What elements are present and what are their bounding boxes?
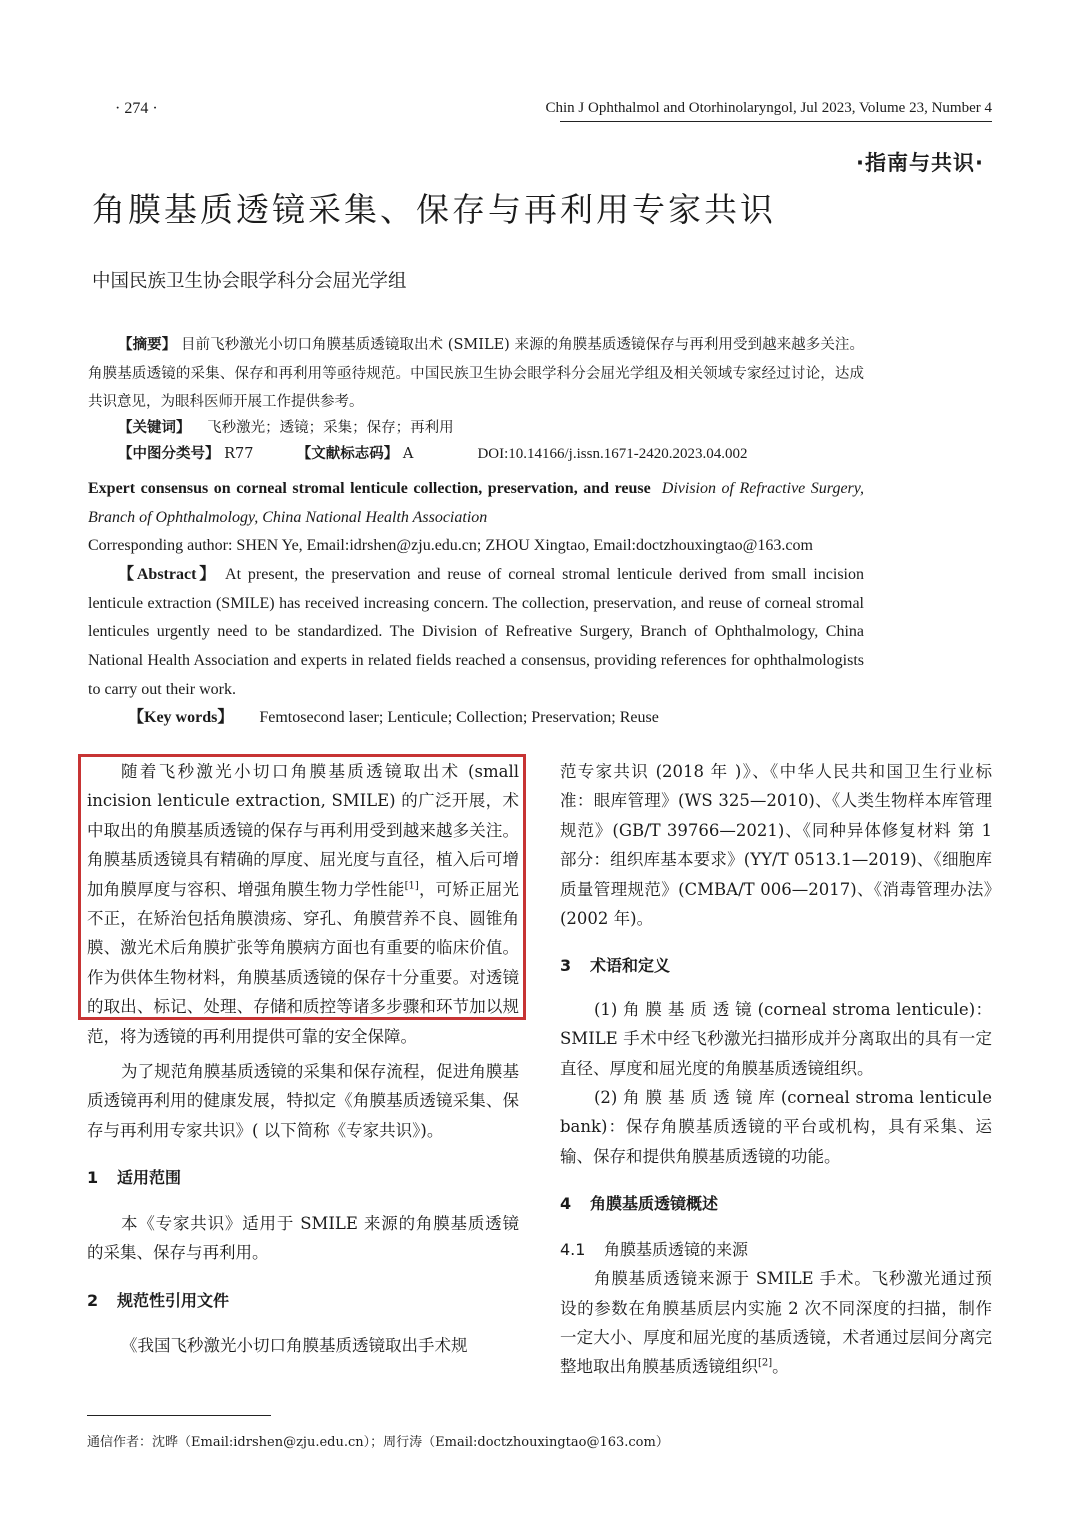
en-keywords-label: 【Key words】 [128,709,234,726]
cn-abstract-text: 目前飞秒激光小切口角膜基质透镜取出术 (SMILE) 来源的角膜基质透镜保存与再利用受到越来越多关注。角膜基质透镜的采集、保存和再利用等亟待规范。中国民族卫生协会眼学科分会屈光学组及相关领域专家经过讨论，达成共识意见，为眼科医师开展工作提供参考。 [88,337,865,410]
footnote-rule [87,1415,271,1416]
en-abstract-text: At present, the preservation and reuse of corneal stromal lenticule derived from small incision lenticule extraction (SMILE) has received increasing concern. The collection, preservation, and reuse of corneal stromal lenticules urgently need to be standardized. The Division of Refreative Surgery, Branch of Ophthalmology, China National Health Association and experts in related fields reached a consensus, providing references for ophthalmologists to carry out their work. [88,566,864,698]
doc-code-value: A [402,446,414,462]
footnote: 通信作者：沈晔（Email:idrshen@zju.edu.cn）；周行涛（Email:doctzhouxingtao@163.com） [87,1435,669,1450]
definition-1: (1) 角 膜 基 质 透 镜 (corneal stroma lenticule)：SMILE 手术中经飞秒激光扫描形成并分离取出的具有一定直径、厚度和屈光度的角膜基质透镜组织。 [560,999,992,1078]
section-1-text: 本《专家共识》适用于 SMILE 来源的角膜基质透镜的采集、保存与再利用。 [87,1213,519,1263]
paper-title: 角膜基质透镜采集、保存与再利用专家共识 [92,190,776,229]
intro-paragraph-1: 随着飞秒激光小切口角膜基质透镜取出术 (small incision lenticule extraction, SMILE) 的广泛开展，术中取出的角膜基质透镜的保存与再利用受到越来越多关注。角膜基质透镜具有精确的厚度、屈光度与直径，植入后可增加角膜厚度与容积、增强角膜生物力学性能[1]，可矫正屈光不正，在矫治包括角膜溃疡、穿孔、角膜营养不良、圆锥角膜、激光术后角膜扩张等角膜病方面也有重要的临床价值。作为供体生物材料，角膜基质透镜的保存十分重要。对透镜的取出、标记、处理、存储和质控等诸多步骤和环节加以规范，将为透镜的再利用提供可靠的安全保障。 [87,762,520,1046]
cn-keywords [118,416,454,437]
en-abstract-label: 【Abstract】 [118,566,219,583]
section-2-continued: 范专家共识 (2018 年 )》、《中华人民共和国卫生行业标准：眼库管理》(WS 325—2010)、《人类生物样本库管理规范》(GB/T 39766—2021)、《同种异体修复材料 第 1 部分：组织库基本要求》(YY/T 0513.1—2019)、《细胞库质量管理规范》(CMBA/T 006—2017)、《消毒管理办法》(2002 年)。 [560,762,992,929]
section-4-1-text: 角膜基质透镜来源于 SMILE 手术。飞秒激光通过预设的参数在角膜基质层内实施 2 次不同深度的扫描，制作一定大小、厚度和屈光度的基质透镜，术者通过层间分离完整地取出角膜基质透镜组织[2]。 [560,1269,992,1377]
header-rule [560,121,992,122]
en-keywords-text: Femtosecond laser; Lenticule; Collection; Preservation; Reuse [259,709,659,726]
intro-paragraph-2: 为了规范角膜基质透镜的采集和保存流程，促进角膜基质透镜再利用的健康发展，特拟定《角膜基质透镜采集、保存与再利用专家共识》( 以下简称《专家共识》)。 [87,1062,519,1140]
cn-keywords-text: 飞秒激光；透镜；采集；保存；再利用 [207,420,454,436]
section-2-text: 《我国飞秒激光小切口角膜基质透镜取出手术规 [121,1335,468,1355]
definition-2: (2) 角 膜 基 质 透 镜 库 (corneal stroma lenticule bank)：保存角膜基质透镜的平台或机构，具有采集、运输、保存和提供角膜基质透镜的功能。 [560,1088,992,1166]
section-1-heading: 1 适用范围 [87,1168,182,1188]
section-2-heading: 2 规范性引用文件 [87,1290,230,1310]
section-tag: ·指南与共识· [856,151,984,175]
cn-keywords-label: 【关键词】 [118,420,191,436]
clc-label: 【中图分类号】 [118,446,220,462]
en-abstract [88,561,864,705]
section-4-1-heading: 4.1 角膜基质透镜的来源 [560,1239,749,1259]
doi: DOI:10.14166/j.issn.1671-2420.2023.04.002 [477,446,748,462]
page-number: · 274 · [115,100,158,117]
author-group: 中国民族卫生协会眼学科分会屈光学组 [92,271,407,292]
body-right-column [560,757,992,1382]
en-title: Expert consensus on corneal stromal lenticule collection, preservation, and reuse [88,480,651,497]
en-affiliation: Division of Refractive Surgery, Branch of Ophthalmology, China National Health Association [88,480,864,526]
section-4-heading: 4 角膜基质透镜概述 [560,1194,719,1214]
citation-1[interactable]: [1] [404,880,419,892]
doc-code-label: 【文献标志码】 [296,446,399,462]
section-3-heading: 3 术语和定义 [560,956,671,976]
journal-header: Chin J Ophthalmol and Otorhinolaryngol, Jul 2023, Volume 23, Number 4 [545,100,992,116]
cn-classification-row [118,442,747,463]
en-title-block [88,475,864,532]
en-corresponding: Corresponding author: SHEN Ye, Email:idrshen@zju.edu.cn; ZHOU Xingtao, Email:doctzhouxingtao@163.com [88,537,813,554]
citation-2[interactable]: [2] [758,1357,773,1369]
clc-value: R77 [224,446,254,462]
cn-abstract [88,331,864,417]
en-keywords [128,704,659,733]
highlight-box [78,754,526,1020]
cn-abstract-label: 【摘要】 [118,337,177,353]
